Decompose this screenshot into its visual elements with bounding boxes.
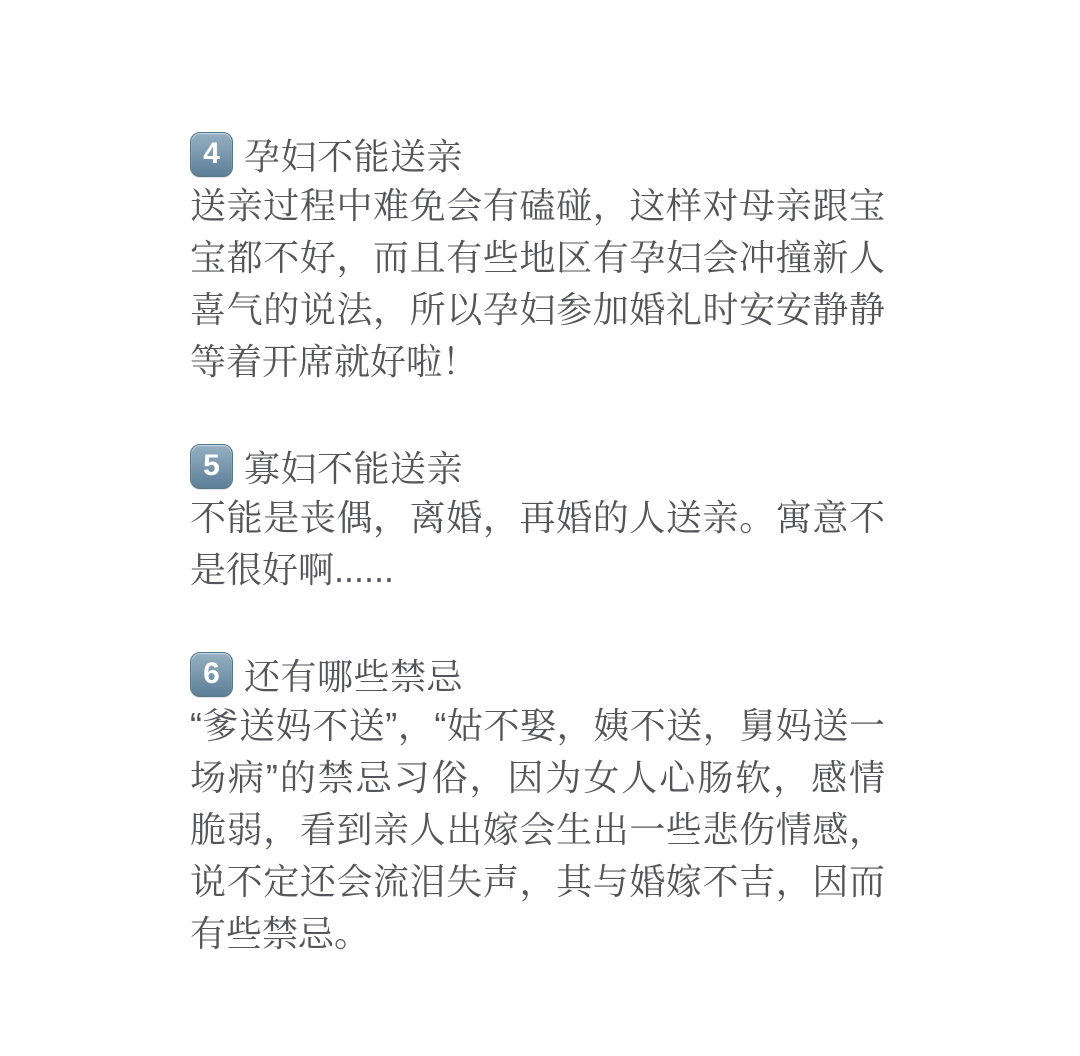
section-title: 孕妇不能送亲 [244, 135, 464, 177]
section-heading [190, 128, 885, 180]
section-title: 寡妇不能送亲 [244, 447, 464, 489]
article-content [190, 128, 885, 1012]
section-5-widows [190, 440, 885, 596]
section-4-pregnant-women [190, 128, 885, 388]
keycap-5-icon: 5 [190, 444, 233, 489]
keycap-6-icon: 6 [190, 652, 233, 697]
section-body: 不能是丧偶，离婚，再婚的人送亲。寓意不是很好啊...... [190, 497, 885, 590]
section-heading [190, 440, 885, 492]
section-body: 送亲过程中难免会有磕碰，这样对母亲跟宝宝都不好，而且有些地区有孕妇会冲撞新人喜气的说法，所以孕妇参加婚礼时安安静静等着开席就好啦！ [190, 185, 885, 382]
section-heading [190, 648, 885, 700]
section-title: 还有哪些禁忌 [244, 655, 464, 697]
section-6-other-taboos [190, 648, 885, 960]
section-body: “爹送妈不送”，“姑不娶，姨不送，舅妈送一场病”的禁忌习俗，因为女人心肠软，感情脆弱，看到亲人出嫁会生出一些悲伤情感，说不定还会流泪失声，其与婚嫁不吉，因而有些禁忌。 [190, 705, 885, 954]
keycap-4-icon: 4 [190, 132, 233, 177]
